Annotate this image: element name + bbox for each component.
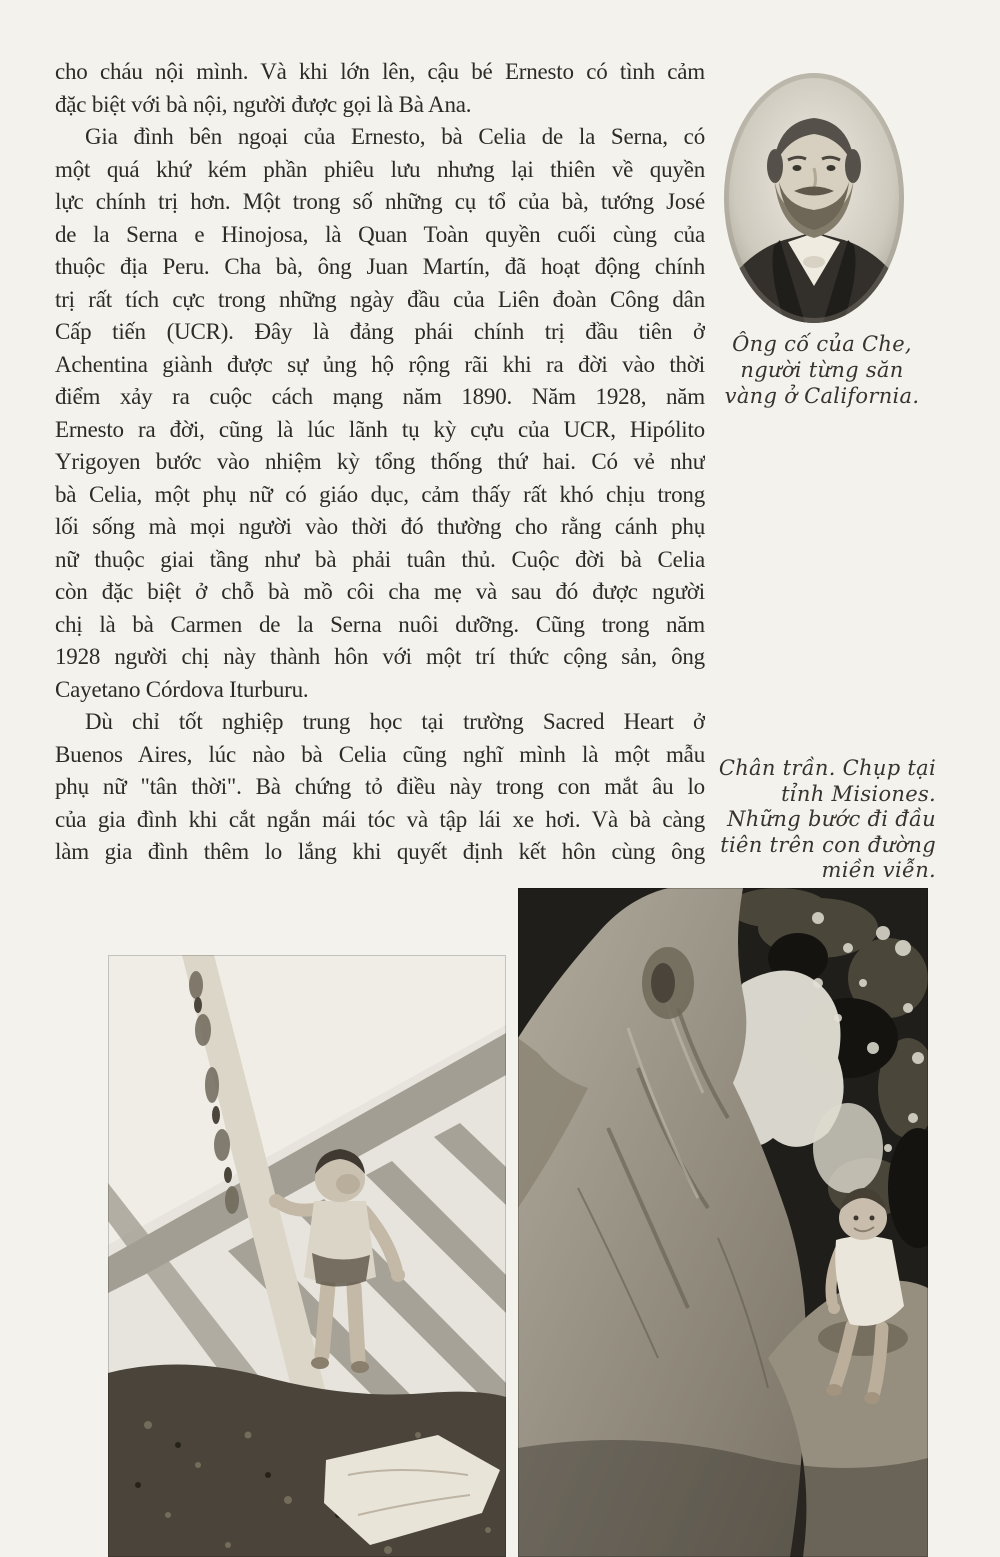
body-text-line: Achentina giành được sự ủng hộ rộng rãi khi ra đời vào thời — [55, 351, 705, 377]
body-text-line: làm gia đình thêm lo lắng khi quyết định kết hôn cùng ông — [55, 839, 705, 864]
body-text-line: bà Celia, một phụ nữ có giáo dục, cảm thấy rất khó chịu trong — [55, 481, 705, 507]
ancestor-portrait-photo — [722, 70, 906, 326]
photo-baby-in-tree-image — [518, 888, 928, 1557]
body-text-line: lối sống mà mọi người vào thời đó thường cho rằng cánh phụ — [55, 514, 705, 539]
photos-caption-line: tiên trên con đường — [720, 832, 936, 857]
portrait-caption-line: người từng săn — [740, 358, 904, 382]
body-text-line: Buenos Aires, lúc nào bà Celia cũng nghĩ mình là một mẫu — [55, 741, 705, 767]
body-text-line: Dù chỉ tốt nghiệp trung học tại trường Sacred Heart ở — [85, 709, 705, 734]
photo-baby-in-tree — [518, 888, 928, 1557]
body-text-line: còn đặc biệt ở chỗ bà mồ côi cha mẹ và sau đó được người — [55, 579, 705, 604]
body-text-line: một quá khứ kém phần phiêu lưu nhưng lại thiên về quyền — [55, 156, 705, 182]
photos-caption-line: Chân trần. Chụp tại — [718, 756, 936, 780]
body-text-line: thuộc địa Peru. Cha bà, ông Juan Martín, đã hoạt động chính — [55, 254, 705, 279]
body-text-line: đặc biệt với bà nội, người được gọi là Bà Ana. — [55, 91, 472, 117]
body-text-line: Cấp tiến (UCR). Đây là đảng phái chính trị đầu tiên ở — [55, 319, 705, 344]
photos-caption-line: miền viễn. — [821, 858, 936, 882]
body-text-line: lực chính trị hơn. Một trong số những cụ tổ của bà, tướng José — [55, 189, 705, 214]
body-text-line: chị là bà Carmen de la Serna nuôi dưỡng. Cũng trong năm — [55, 611, 705, 637]
body-text-line: điểm xảy ra cuộc cách mạng năm 1890. Năm 1928, năm — [55, 384, 705, 409]
body-text-line: nữ thuộc giai tầng như bà phải tuân thủ. Cuộc đời bà Celia — [55, 546, 705, 572]
body-text-line: của gia đình khi cắt ngắn mái tóc và tập lái xe hơi. Và bà càng — [55, 806, 705, 832]
body-text — [55, 56, 705, 869]
photo-toddler-with-ladder — [108, 955, 506, 1557]
body-text-line: de la Serna e Hinojosa, là Quan Toàn quyền cuối cùng của — [55, 221, 705, 247]
body-text-line: Gia đình bên ngoại của Ernesto, bà Celia de la Serna, có — [85, 124, 705, 149]
photos-caption-line: Những bước đi đầu — [727, 807, 936, 831]
photos-caption — [686, 756, 936, 884]
portrait-caption-line: vàng ở California. — [724, 384, 920, 408]
body-text-line: cho cháu nội mình. Và khi lớn lên, cậu bé Ernesto có tình cảm — [55, 59, 705, 84]
body-text-line: trị rất tích cực trong những ngày đầu của Liên đoàn Công dân — [55, 286, 705, 312]
body-text-line: Yrigoyen bước vào nhiệm kỳ tổng thống thứ hai. Có vẻ như — [55, 449, 705, 474]
photos-caption-line: tỉnh Misiones. — [781, 781, 936, 806]
portrait-caption — [700, 331, 944, 409]
body-text-line: 1928 người chị này thành hôn với một trí thức cộng sản, ông — [55, 644, 705, 669]
body-text-line: Cayetano Córdova Iturburu. — [55, 676, 309, 702]
photo-toddler-with-ladder-image — [108, 955, 506, 1557]
portrait-caption-line: Ông cố của Che, — [732, 332, 912, 356]
body-text-line: Ernesto ra đời, cũng là lúc lãnh tụ kỳ cựu của UCR, Hipólito — [55, 416, 705, 442]
ancestor-portrait-image — [722, 70, 906, 326]
body-text-line: phụ nữ "tân thời". Bà chứng tỏ điều này trong con mắt âu lo — [55, 774, 705, 799]
